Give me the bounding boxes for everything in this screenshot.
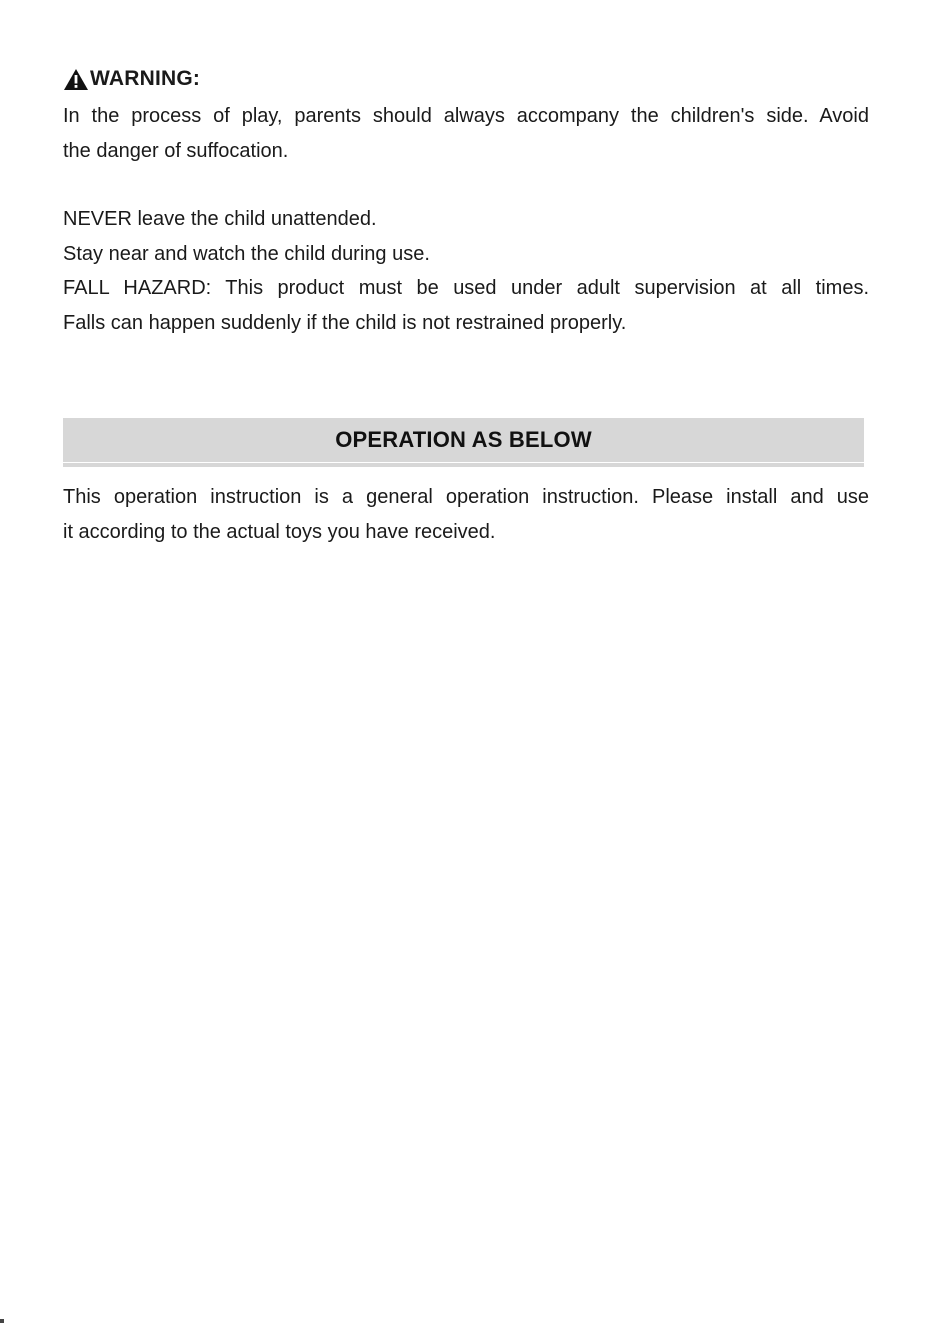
section-header-bar	[63, 418, 864, 462]
operation-paragraph	[63, 480, 869, 549]
section-divider	[63, 463, 864, 467]
caution-line: NEVER leave the child unattended.	[63, 208, 377, 230]
operation-line: This operation instruction is a general operation instruction. Please install and use	[63, 486, 869, 508]
warning-triangle-icon	[63, 68, 89, 91]
warning-line: the danger of suffocation.	[63, 139, 289, 162]
warning-paragraph	[63, 99, 869, 168]
warning-heading	[63, 64, 200, 94]
caution-list	[63, 202, 869, 340]
section-title: OPERATION AS BELOW	[335, 427, 592, 452]
caution-line: Stay near and watch the child during use.	[63, 242, 430, 265]
warning-line: In the process of play, parents should always accompany the children's side. Avoid	[63, 105, 869, 127]
caution-line: Falls can happen suddenly if the child is not restrained properly.	[63, 311, 627, 334]
warning-title: WARNING:	[90, 67, 201, 90]
caution-line: FALL HAZARD: This product must be used under adult supervision at all times.	[63, 277, 869, 299]
page-corner-mark	[0, 1319, 4, 1323]
operation-line: it according to the actual toys you have received.	[63, 520, 496, 543]
